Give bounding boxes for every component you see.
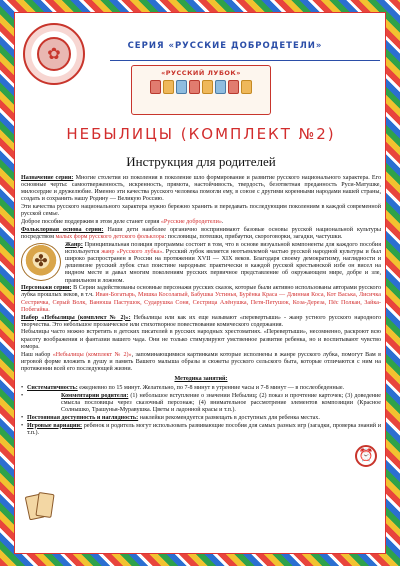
card-thumbnail	[176, 80, 187, 94]
paragraph-characters	[21, 285, 381, 314]
paragraph-purpose	[21, 175, 381, 204]
method-text: (1) небольшое вступление о значении Небылиц; (2) показ и прочтение карточек; (3) доведение смысла пословицы через сказочный персонаж; (4) внимательное рассмотрение элементов композиции (Красное Солнышко, Трашунья-Муравушка. Цветы и ладонной красы и т.п.).	[61, 392, 381, 414]
method-label: Систематичность:	[27, 385, 78, 392]
method-label: Комментарии родителя:	[61, 392, 129, 399]
method-text: наклейки рекомендуется размещать в доступных для ребенка местах.	[138, 414, 320, 421]
paragraph-text: Эти качества русского национального характера нужно бережно хранить и передавать последующим поколениям в каждой современной русской семье.	[21, 204, 381, 218]
paragraph-text: , запоминающимися картинками которые исполнены в жанре русского лубка, помогут Вам в игровой форме вложить в душу и память Вашего малыша образы и сюжеты русского сельского быта, которые отличаются с ним на протяжении всей его последующей жизни.	[21, 351, 381, 372]
paragraph-text: В Серии задействованы основные персонажи русских сказок, которые были активно использованы авторами русского лубка прошлых веков, в т.ч.	[21, 285, 381, 299]
product-preview	[131, 65, 271, 115]
paragraph-text: Небылицы часто можно встретить в детских писателей в русских народных хрестоматиях. «Перевертыши», несомненно, раскроют всю красоту воображения и фантазии вашего чада. Они не только стимулируют умственное развитие ребенка, но и воспитывают чувство юмора.	[21, 329, 381, 350]
document-page	[14, 12, 386, 554]
paragraph-set-3	[21, 352, 381, 373]
paragraph-text: : пословицы, потешки, прибаутки, скороговорки, загадки, частушки.	[164, 234, 343, 241]
section-label: Жанр:	[65, 241, 83, 248]
card-thumbnail	[241, 80, 252, 94]
highlight-text: «Русские добродетели»	[160, 219, 222, 226]
method-item	[21, 423, 381, 437]
section-label: Фольклорная основа серии:	[21, 226, 104, 233]
series-title: СЕРИЯ «РУССКИЕ ДОБРОДЕТЕЛИ»	[127, 41, 323, 51]
alarm-clock-icon: ⏰	[355, 445, 377, 467]
cards-illustration	[25, 491, 61, 521]
page-subtitle: Инструкция для родителей	[126, 154, 276, 169]
card-thumbnail	[215, 80, 226, 94]
product-name: «РУССКИЙ ЛУБОК»	[161, 69, 241, 77]
instructions-body	[21, 175, 381, 549]
method-label: Игровые вариации:	[27, 422, 83, 429]
cards-preview-row	[135, 80, 267, 94]
method-item	[21, 385, 381, 392]
section-label: Назначение серии:	[21, 175, 74, 181]
card-thumbnail	[202, 80, 213, 94]
paragraph-purpose-3: Доброе пособие поддержим в этом деле станет серия «Русские добродетели».	[21, 219, 224, 226]
method-heading: Методика занятий:	[174, 375, 228, 382]
paragraph-text: Небылицы или как их еще называют «перевертыши» - жанр устного русского народного творчества. Это небольшое прозаическое или стихотворное повествование комического содержания.	[21, 314, 381, 328]
method-text: ребенок и родитель могут использовать развивающие пособия для самых разных игр (загадки, проверка знаний и т.п.).	[27, 422, 381, 436]
paragraph-text: Принципиальная позиция программы состоит в том, что в основе визуальной компоненты для каждого пособия используется	[65, 241, 381, 255]
publisher-logo	[23, 23, 85, 85]
paragraph-text: Многие столетия из поколения в поколение шло формирование и развитие русского национального характера. Его основные черты: самоотверженность, искренность, прямота, настойчивость, твердость, безответная преданность Руси-Матушке, милосердие и дружелюбие. Именно эти качества русского человека помогли ему, в союзе с другими коренными народами нашей страны, создать и сохранить нашу Родину — Великую Россию.	[21, 175, 381, 203]
divider	[110, 60, 380, 61]
header	[15, 13, 386, 121]
method-label: Постоянная доступность и наглядность:	[27, 414, 139, 421]
card-thumbnail	[189, 80, 200, 94]
paragraph-folklore	[21, 227, 381, 241]
paragraph-set-2	[21, 329, 381, 350]
emblem-icon: ✿	[37, 37, 71, 71]
highlight-text: «Небылицы (комплект № 2)»	[52, 351, 132, 358]
paragraph-text: Наши дети наиболее органично воспринимают базовые основы русской национальной культуры посредством	[21, 226, 381, 241]
paragraph-text: . Русский лубок является неотъемлемой частью русской народной культуры и был широко распространен в России на протяжении XVII — XIX веков. Благодаря своему демократизму, наглядности и дешевизне русский лубок стал поистине народным: практически в каждой русской крестьянской избе он висел на видном месте и давал многим поколениям русских первичное представление об окружающем мире, добре и зле, правильном и ложном.	[65, 248, 382, 284]
paragraph-set	[21, 315, 381, 329]
section-label: Набор «Небылицы (комплект № 2)»:	[21, 314, 131, 321]
card-image	[35, 492, 54, 518]
method-item	[21, 415, 381, 422]
paragraph-genre	[21, 242, 381, 285]
paragraph-text: Доброе пособие поддержим в этом деле станет серия	[21, 219, 161, 226]
lubok-emblem-icon: ✤	[21, 243, 61, 281]
card-thumbnail	[150, 80, 161, 94]
method-item	[21, 393, 381, 414]
highlight-text: Иван-Богатырь, Мишка Косолапый, Бабушка Устинья, Бурёнка Краса — Длинная Коса, Кот Васька, Лисичка Сестричка, Серый Волк, Ванюша Пастушок, Сударушка Соня, Сестрица Алёнушка, Петя-Петушок, Коза-Дереза, Пёс Полкан, Зайка-Побегайка.	[21, 292, 381, 313]
page-title: НЕБЫЛИЦЫ (КОМПЛЕКТ №2)	[66, 125, 336, 143]
highlight-text: малых форм русского детского фольклора	[55, 234, 165, 241]
card-thumbnail	[228, 80, 239, 94]
card-thumbnail	[163, 80, 174, 94]
paragraph-text: Наш набор	[21, 351, 53, 358]
method-text: ежедневно по 15 минут. Желательно, по 7-8 минут в утренние часы и 7-8 минут — в послеобеденные.	[77, 385, 345, 392]
section-label: Персонажи серии:	[21, 285, 72, 292]
highlight-text: жанр «Русского лубка»	[101, 248, 163, 255]
paragraph-purpose-2	[21, 204, 381, 218]
